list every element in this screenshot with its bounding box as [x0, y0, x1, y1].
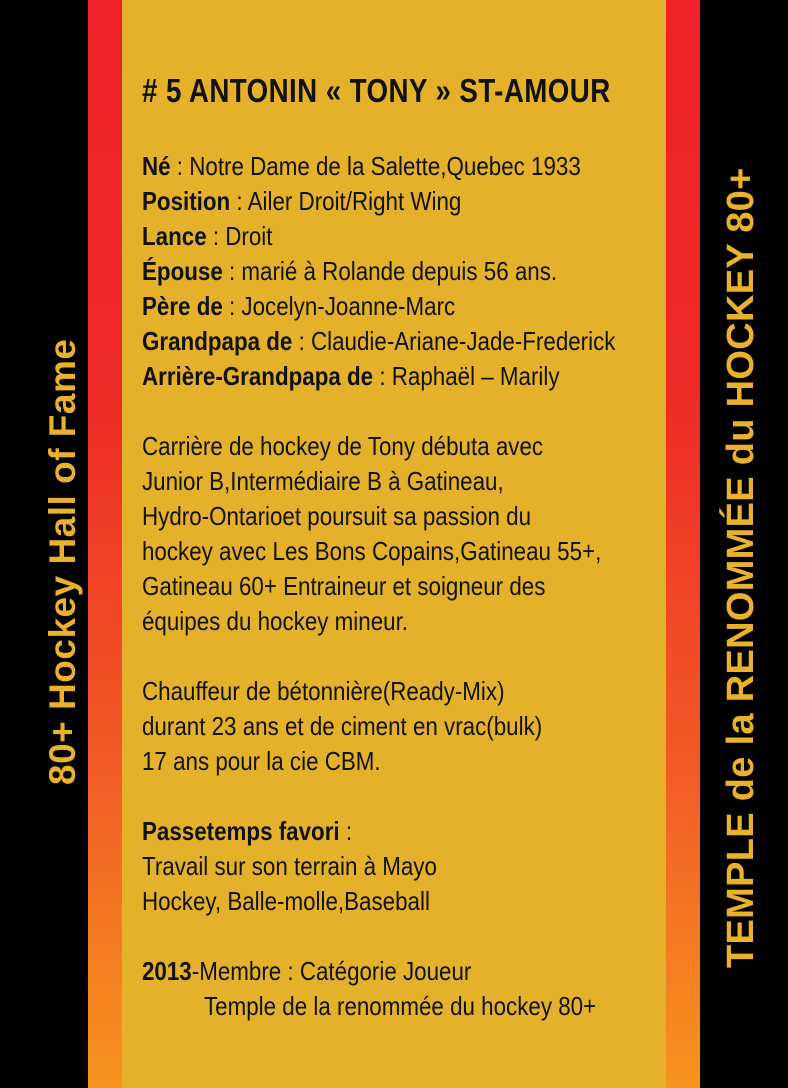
fact-label: Né [142, 151, 171, 181]
fact-line [142, 221, 272, 252]
career-line: Hydro-Ontarioet poursuit sa passion du [142, 501, 532, 531]
fact-label: Arrière-Grandpapa de [142, 361, 374, 391]
career-line: Gatineau 60+ Entraineur et soigneur des [142, 571, 546, 601]
fact-line [142, 291, 455, 322]
side-label-left: 80+ Hockey Hall of Fame [42, 338, 83, 785]
hobbies-heading [142, 816, 352, 847]
fact-label: Position [142, 186, 231, 216]
work-line: durant 23 ans et de ciment en vrac(bulk) [142, 711, 543, 741]
member-text: -Membre : Catégorie Joueur [191, 956, 472, 986]
fact-value: : Jocelyn-Joanne-Marc [222, 291, 456, 321]
right-red-stripe [666, 0, 700, 1088]
work-line: 17 ans pour la cie CBM. [142, 746, 381, 776]
fact-value: : Claudie-Ariane-Jade-Frederick [292, 326, 616, 356]
fact-value: : marié à Rolande depuis 56 ans. [222, 256, 558, 286]
fact-value: : Notre Dame de la Salette,Quebec 1933 [170, 151, 581, 181]
fact-line [142, 256, 557, 287]
career-line: Junior B,Intermédiaire B à Gatineau, [142, 466, 504, 496]
fact-value: : Raphaël – Marily [373, 361, 560, 391]
fact-line [142, 326, 615, 357]
fact-label: Épouse [142, 256, 223, 286]
fact-line [142, 361, 560, 392]
member-line-2: Temple de la renommée du hockey 80+ [204, 991, 597, 1021]
career-line: Carrière de hockey de Tony débuta avec [142, 431, 544, 461]
hobby-line: Travail sur son terrain à Mayo [142, 851, 437, 881]
fact-line [142, 151, 581, 182]
fact-label: Grandpapa de [142, 326, 293, 356]
hobbies-label: Passetemps favori [142, 816, 340, 846]
fact-label: Lance [142, 221, 207, 251]
fact-line [142, 186, 461, 217]
member-line [142, 956, 471, 987]
fact-value: : Droit [206, 221, 273, 251]
member-year: 2013 [142, 956, 192, 986]
player-title: # 5 ANTONIN « TONY » ST-AMOUR [142, 72, 611, 109]
hobbies-suffix: : [339, 816, 353, 846]
hobby-line: Hockey, Balle-molle,Baseball [142, 886, 430, 916]
work-line: Chauffeur de bétonnière(Ready-Mix) [142, 676, 505, 706]
fact-value: : Ailer Droit/Right Wing [230, 186, 462, 216]
left-red-stripe [88, 0, 122, 1088]
career-line: équipes du hockey mineur. [142, 606, 409, 636]
fact-label: Père de [142, 291, 223, 321]
career-line: hockey avec Les Bons Copains,Gatineau 55+, [142, 536, 602, 566]
side-label-right: TEMPLE de la RENOMMÉE du HOCKEY 80+ [720, 167, 762, 968]
